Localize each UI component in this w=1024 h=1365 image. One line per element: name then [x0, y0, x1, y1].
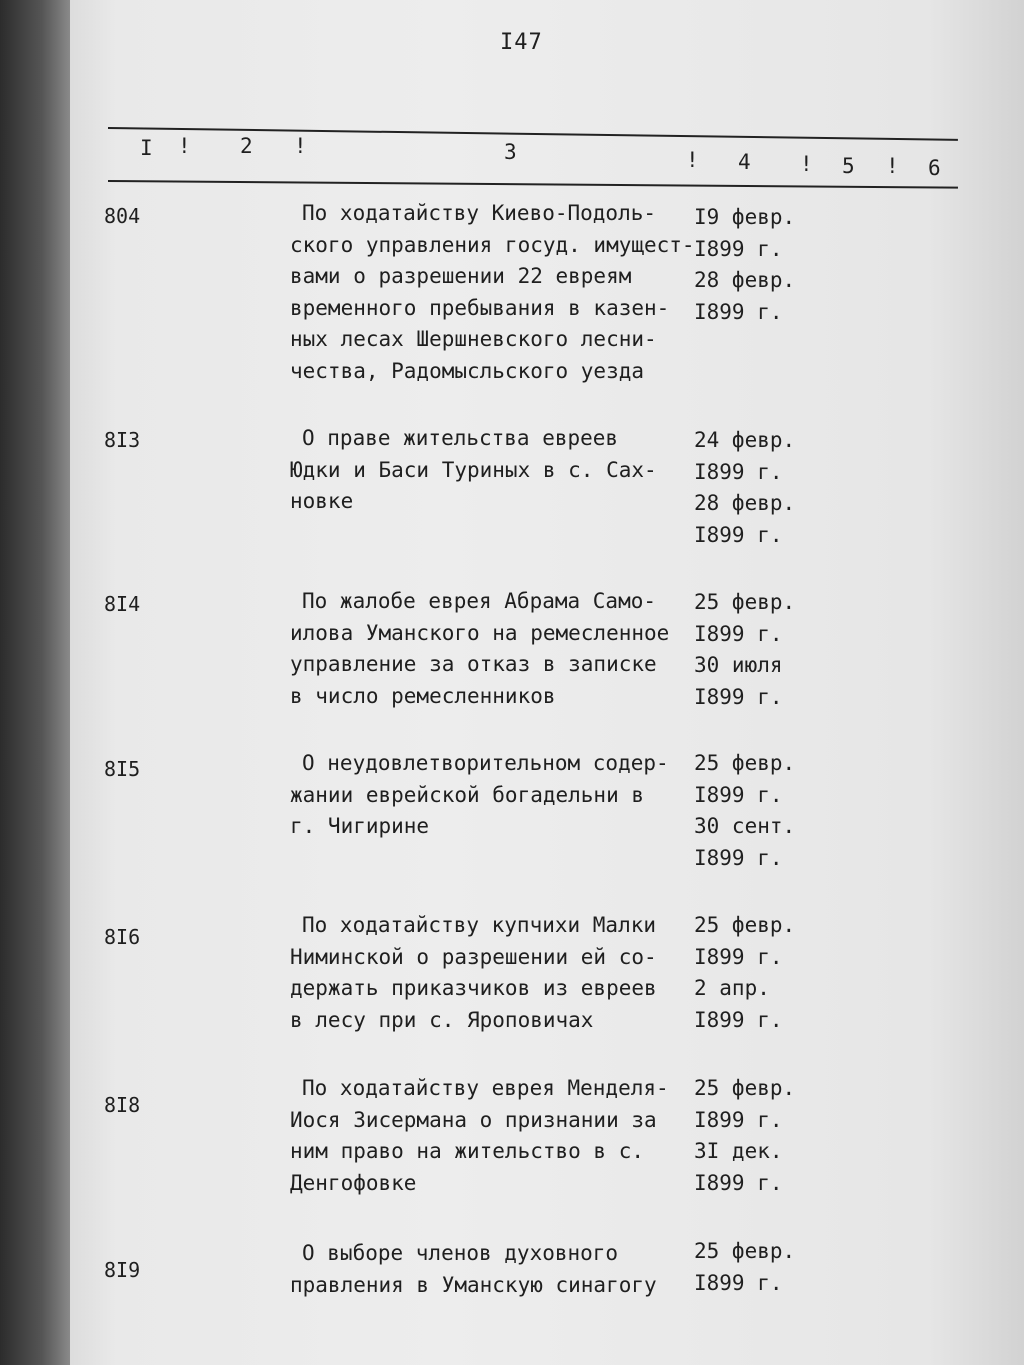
column-separator: !: [294, 134, 307, 158]
column-header-6: 6: [928, 156, 941, 180]
description-line: правления в Уманскую синагогу: [290, 1272, 657, 1297]
date-line: I899 г.: [694, 522, 783, 547]
entry-number: 8I4: [104, 592, 141, 616]
date-line: I899 г.: [694, 236, 783, 261]
date-line: I899 г.: [694, 782, 783, 807]
description-line: По жалобе еврея Абрама Само-: [302, 589, 657, 613]
date-line: 25 февр.: [694, 913, 796, 937]
description-line: г. Чигирине: [290, 814, 430, 838]
entry-dates: [694, 425, 795, 551]
entry-dates: [694, 748, 795, 874]
description-line: По ходатайству Киево-Подоль-: [302, 201, 657, 225]
entry-dates: [694, 587, 795, 713]
date-line: I899 г.: [694, 1270, 783, 1295]
description-line: чества, Радомысльского уезда: [290, 358, 645, 383]
description-line: жании еврейской богадельни в: [290, 782, 645, 807]
column-header-3: 3: [504, 140, 517, 164]
entry-number: 8I5: [104, 757, 141, 781]
description-line: управление за отказ в записке: [290, 652, 657, 676]
entry-description: [290, 1238, 690, 1301]
date-line: I899 г.: [694, 684, 783, 709]
description-line: ского управления госуд. имущест-: [290, 232, 695, 257]
description-line: в число ремесленников: [290, 683, 556, 708]
description-line: ним право на жительство в с.: [290, 1139, 645, 1163]
entry-number: 8I8: [104, 1093, 141, 1117]
entry-description: [290, 910, 690, 1036]
column-header-5: 5: [842, 154, 855, 178]
entry-description: [290, 198, 695, 387]
date-line: 30 июля: [694, 653, 783, 677]
description-line: По ходатайству купчихи Малки: [302, 913, 657, 937]
entry-description: [290, 748, 690, 843]
entry-number: 8I6: [104, 925, 141, 949]
column-header-1: I: [140, 136, 153, 160]
description-line: ных лесах Шершневского лесни-: [290, 327, 657, 351]
entry-dates: [694, 1236, 795, 1299]
date-line: I9 февр.: [694, 205, 796, 229]
entry-number: 804: [104, 204, 141, 228]
date-line: I899 г.: [694, 299, 783, 324]
entry-description: [290, 423, 690, 518]
entry-dates: [694, 1073, 795, 1199]
entry-dates: [694, 910, 795, 1036]
column-header-2: 2: [240, 134, 253, 158]
date-line: I899 г.: [694, 621, 783, 646]
entry-number: 8I3: [104, 428, 141, 452]
description-line: О праве жительства евреев: [302, 426, 619, 450]
column-separator: !: [178, 134, 191, 158]
entry-description: [290, 1073, 690, 1199]
date-line: 2 апр.: [694, 976, 770, 1000]
description-line: Иося Зисермана о признании за: [290, 1107, 657, 1132]
description-line: илова Уманского на ремесленное: [290, 620, 670, 645]
description-line: Ниминской о разрешении ей со-: [290, 944, 657, 969]
entry-dates: [694, 202, 795, 328]
date-line: 30 сент.: [694, 814, 796, 838]
column-separator: !: [686, 148, 699, 172]
date-line: I899 г.: [694, 944, 783, 969]
date-line: 25 февр.: [694, 751, 796, 775]
date-line: I899 г.: [694, 1107, 783, 1132]
description-line: По ходатайству еврея Менделя-: [302, 1076, 669, 1100]
column-header-4: 4: [738, 150, 751, 174]
column-separator: !: [800, 152, 813, 176]
date-line: I899 г.: [694, 845, 783, 870]
entry-description: [290, 586, 690, 712]
description-line: новке: [290, 489, 354, 513]
binding-edge: [0, 0, 70, 1365]
date-line: 28 февр.: [694, 491, 796, 515]
entry-number: 8I9: [104, 1258, 141, 1282]
column-separator: !: [886, 154, 899, 178]
description-line: Юдки и Баси Туриных в с. Сах-: [290, 457, 657, 482]
date-line: 25 февр.: [694, 1076, 796, 1100]
description-line: О выборе членов духовного: [302, 1241, 619, 1265]
description-line: держать приказчиков из евреев: [290, 976, 657, 1000]
date-line: 25 февр.: [694, 590, 796, 614]
date-line: I899 г.: [694, 459, 783, 484]
description-line: временного пребывания в казен-: [290, 295, 670, 320]
description-line: О неудовлетворительном содер-: [302, 751, 669, 775]
page-number: I47: [500, 30, 543, 55]
date-line: 28 февр.: [694, 268, 796, 292]
date-line: I899 г.: [694, 1170, 783, 1195]
description-line: в лесу при с. Яроповичах: [290, 1007, 594, 1032]
date-line: I899 г.: [694, 1007, 783, 1032]
date-line: 25 февр.: [694, 1239, 796, 1263]
date-line: 24 февр.: [694, 428, 796, 452]
description-line: Денгофовке: [290, 1170, 417, 1195]
date-line: 3I дек.: [694, 1139, 783, 1163]
description-line: вами о разрешении 22 евреям: [290, 264, 632, 288]
